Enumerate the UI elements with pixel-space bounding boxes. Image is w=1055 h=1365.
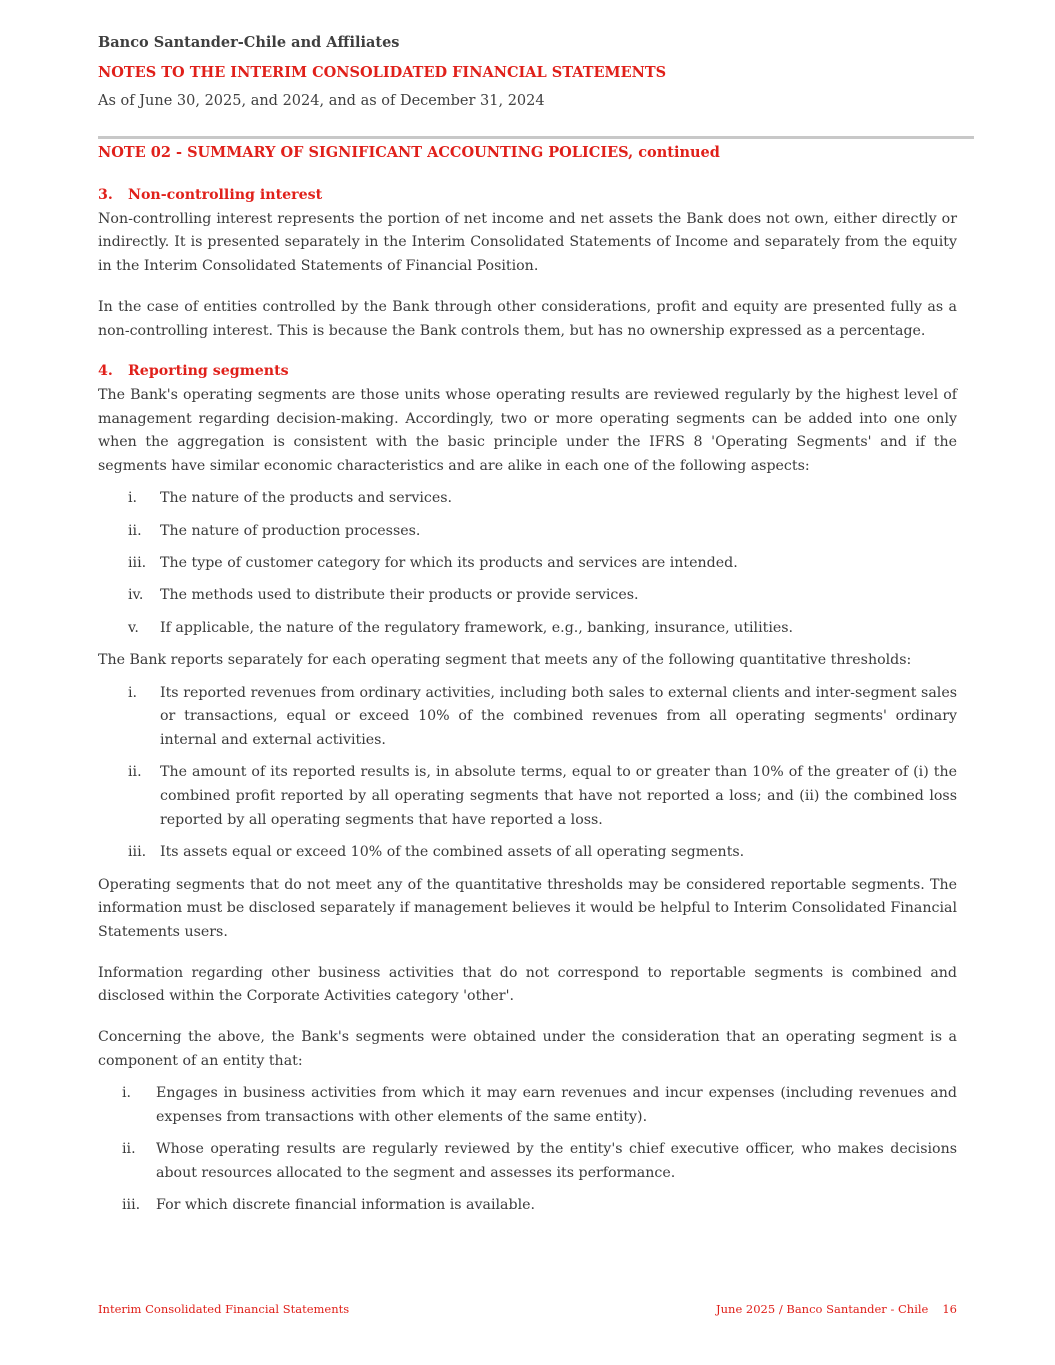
note-title: NOTE 02 - SUMMARY OF SIGNIFICANT ACCOUNTING POLICIES, continued xyxy=(98,144,720,161)
paragraph: The Bank's operating segments are those units whose operating results are reviewed regularly by the highest level of management regarding decision-making. Accordingly, two or more operating segments can be added into one only when the aggregation is consistent with the basic principle under the IFRS 8 'Operating Segments' and if the segments have similar economic characteristics and are alike in each one of the following aspects: xyxy=(98,386,957,475)
footer-period: June 2025 / Banco Santander - Chile 16 xyxy=(716,1302,957,1316)
document-title: NOTES TO THE INTERIM CONSOLIDATED FINANCIAL STATEMENTS xyxy=(98,64,667,81)
paragraph: In the case of entities controlled by the Bank through other considerations, profit and equity are presented fully as a non-controlling interest. This is because the Bank controls them, but has no ownership expressed as a percentage. xyxy=(98,298,957,339)
paragraph: Information regarding other business activities that do not correspond to reportable segments is combined and disclosed within the Corporate Activities category 'other'. xyxy=(98,964,957,1005)
list-item: i. Engages in business activities from which it may earn revenues and incur expenses (including revenues and expenses from transactions with other elements of the same entity). xyxy=(122,1085,957,1125)
list-item: i. The nature of the products and services. xyxy=(128,490,453,507)
list-item: v. If applicable, the nature of the regulatory framework, e.g., banking, insurance, utilities. xyxy=(128,619,794,636)
reporting-dates: As of June 30, 2025, and 2024, and as of December 31, 2024 xyxy=(98,93,545,109)
aspects-list xyxy=(98,487,957,640)
list-item: iii. The type of customer category for which its products and services are intended. xyxy=(128,554,738,571)
paragraph: Concerning the above, the Bank's segments were obtained under the consideration that an operating segment is a component of an entity that: xyxy=(98,1029,957,1069)
paragraph: The Bank reports separately for each operating segment that meets any of the following quantitative thresholds: xyxy=(98,652,912,669)
list-item: iii. Its assets equal or exceed 10% of the combined assets of all operating segments. xyxy=(128,843,745,860)
company-name: Banco Santander-Chile and Affiliates xyxy=(98,34,400,51)
component-list xyxy=(98,1082,957,1218)
footer-document-name: Interim Consolidated Financial Statements xyxy=(98,1302,350,1316)
page-number: 16 xyxy=(942,1302,957,1316)
list-item: iii. For which discrete financial information is available. xyxy=(122,1197,536,1214)
list-item: ii. Whose operating results are regularly reviewed by the entity's chief executive officer, who makes decisions about resources allocated to the segment and assesses its performance. xyxy=(122,1141,957,1181)
list-item: i. Its reported revenues from ordinary activities, including both sales to external clients and inter-segment sales or transactions, equal or exceed 10% of the combined revenues from all operating segments' ordinary internal and external activities. xyxy=(128,684,957,748)
section-heading-non-controlling: 3. Non-controlling interest xyxy=(98,187,323,203)
paragraph: Operating segments that do not meet any of the quantitative thresholds may be considered reportable segments. The information must be disclosed separately if management believes it would be helpful to Interim Consolidated Financial Statements users. xyxy=(98,876,957,941)
paragraph: Non-controlling interest represents the portion of net income and net assets the Bank does not own, either directly or indirectly. It is presented separately in the Interim Consolidated Statements of Income and separately from the equity in the Interim Consolidated Statements of Financial Position. xyxy=(98,210,957,275)
section-heading-reporting-segments: 4. Reporting segments xyxy=(98,363,289,380)
header-divider xyxy=(98,136,974,139)
list-item: ii. The nature of production processes. xyxy=(128,522,421,539)
thresholds-list xyxy=(98,682,957,865)
list-item: iv. The methods used to distribute their products or provide services. xyxy=(128,587,639,604)
list-item: ii. The amount of its reported results is, in absolute terms, equal to or greater than 10% of the greater of (i) the combined profit reported by all operating segments that have not reported a loss; and (ii) the combined loss reported by all operating segments that have reported a loss. xyxy=(128,764,957,828)
note-body xyxy=(98,184,957,1227)
